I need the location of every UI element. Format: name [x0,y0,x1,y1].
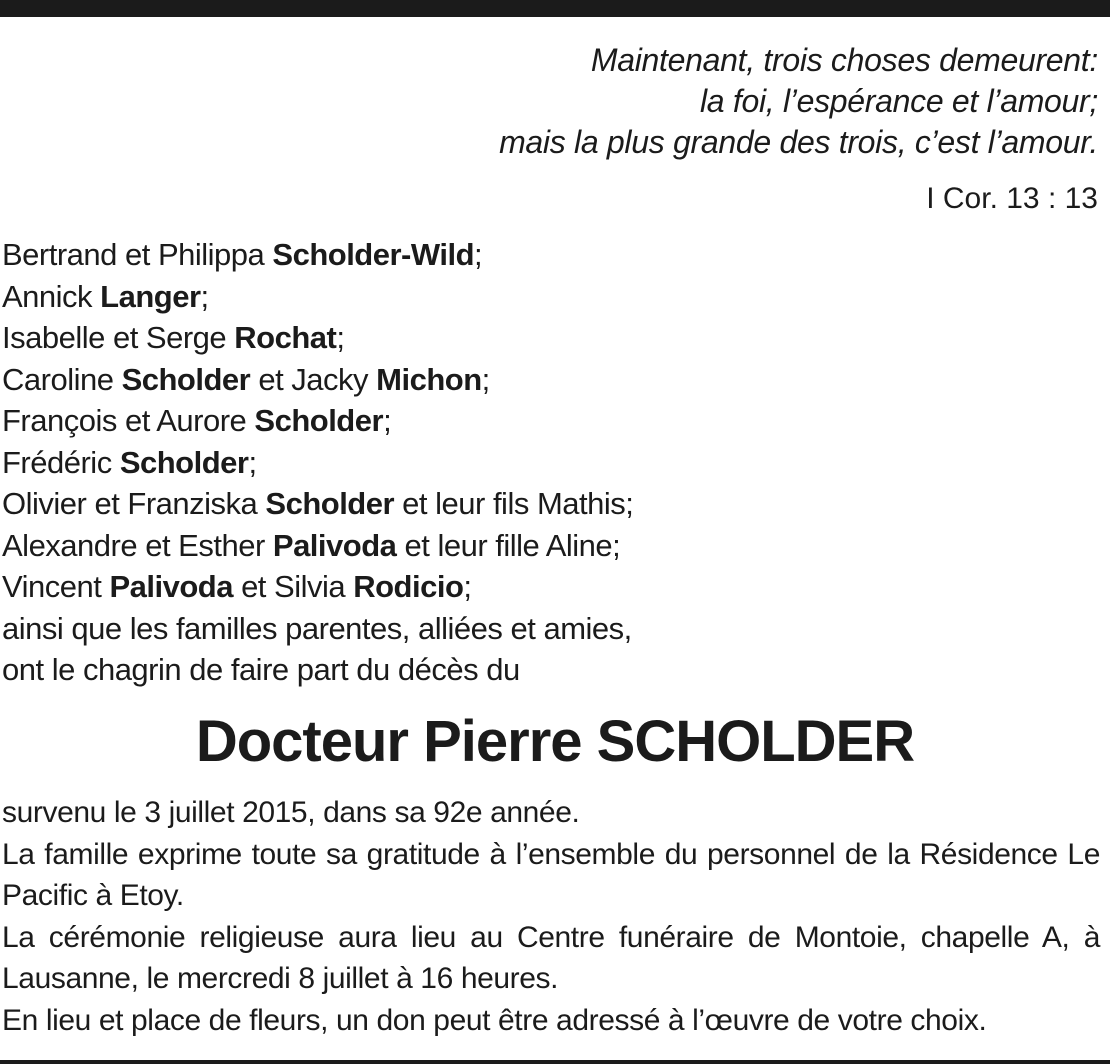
family-list [2,234,633,691]
family-punct: ; [463,569,472,604]
family-surname: Scholder [119,444,249,480]
family-line [2,317,633,359]
closing-line-1: ainsi que les familles parentes, alliées et amies, [2,610,632,646]
family-given-names: Bertrand et Philippa [2,237,273,272]
gratitude-paragraph: La famille exprime toute sa gratitude à l’ensemble du personnel de la Résidence Le Pacific à Etoy. [2,837,1100,912]
family-surname: Scholder [265,486,395,521]
donation-paragraph: En lieu et place de fleurs, un don peut être adressé à l’œuvre de votre choix. [2,1003,987,1037]
family-surname-2: Rodicio [353,569,464,604]
family-connector: et Silvia [232,569,354,604]
quote-line-1: Maintenant, trois choses demeurent: [590,42,1098,78]
family-line [2,359,633,401]
family-surname: Palivoda [272,527,397,563]
notice-body [2,792,1100,1041]
family-line [2,483,633,525]
family-surname-2: Michon [376,361,482,397]
top-border-rule [0,0,1110,17]
quote-line-2: la foi, l’espérance et l’amour; [699,83,1098,119]
family-given-names: Alexandre et Esther [2,527,273,563]
family-punct: ; [336,320,345,355]
family-given-names: Isabelle et Serge [2,320,235,355]
family-line [2,400,633,442]
family-punct: ; [200,278,209,314]
family-connector: et leur fils Mathis; [394,486,634,521]
ceremony-paragraph: La cérémonie religieuse aura lieu au Centre funéraire de Montoie, chapelle A, à Lausanne, le mercredi 8 juillet à 16 heures. [2,920,1100,995]
family-line [2,566,633,608]
family-surname: Langer [100,278,201,314]
family-connector: et Jacky [250,361,377,397]
family-surname: Scholder [121,361,251,397]
quote-reference: I Cor. 13 : 13 [926,182,1098,215]
family-line [2,442,633,484]
family-surname: Scholder-Wild [272,237,475,272]
family-surname: Rochat [234,320,337,355]
family-surname: Palivoda [109,569,233,604]
family-given-names: François et Aurore [2,403,255,438]
family-given-names: Vincent [2,569,110,604]
family-punct: ; [474,237,483,272]
date-of-death-paragraph: survenu le 3 juillet 2015, dans sa 92e année. [2,796,580,829]
family-punct: ; [248,444,257,480]
bottom-border-rule [0,1060,1110,1064]
family-given-names: Annick [2,278,101,314]
family-connector: et leur fille Aline; [396,527,621,563]
family-surname: Scholder [254,403,384,438]
family-punct: ; [383,403,392,438]
family-line [2,276,633,318]
family-given-names: Olivier et Franziska [2,486,266,521]
deceased-name-heading: Docteur Pierre SCHOLDER [195,709,915,774]
family-given-names: Frédéric [2,444,120,480]
epigraph-quote [499,40,1098,163]
quote-line-3: mais la plus grande des trois, c’est l’amour. [499,124,1098,160]
family-given-names: Caroline [2,361,122,397]
family-line [2,525,633,567]
family-punct: ; [481,361,490,397]
closing-line-2: ont le chagrin de faire part du décès du [2,652,520,687]
family-line [2,234,633,276]
